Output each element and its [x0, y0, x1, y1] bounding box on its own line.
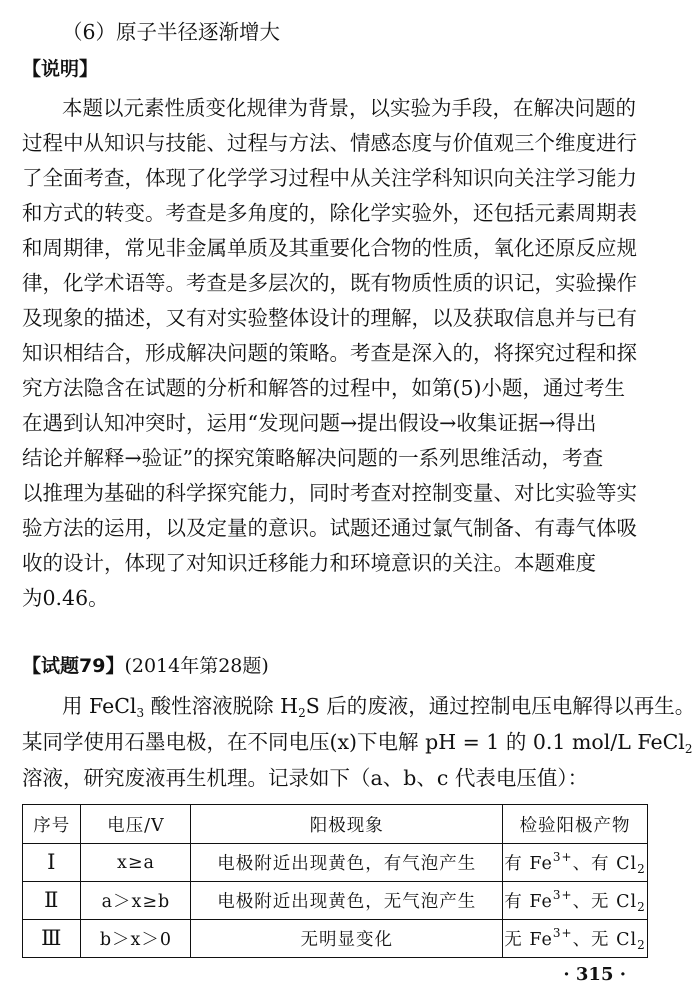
explanation-line: 在遇到认知冲突时，运用“发现问题→提出假设→收集证据→得出 — [22, 411, 597, 435]
explanation-line: 为0.46。 — [22, 586, 109, 610]
explanation-line: 以推理为基础的科学探究能力，同时考查对控制变量、对比实验等实 — [22, 481, 637, 505]
question-line-3: 溶液，研究废液再生机理。记录如下（a、b、c 代表电压值）： — [22, 766, 589, 790]
subscript: 2 — [684, 742, 693, 756]
header-cell-phenomenon: 阳极现象 — [191, 805, 503, 844]
text-run: 有 Fe — [504, 891, 553, 912]
explanation-heading: 【说明】 — [22, 58, 99, 80]
question-source: (2014年第28题) — [124, 655, 269, 677]
explanation-line: 和周期律，常见非金属单质及其重要化合物的性质，氧化还原反应规 — [22, 236, 637, 260]
header-cell-id: 序号 — [23, 805, 81, 844]
experiment-table — [22, 804, 648, 958]
row-product — [503, 844, 648, 882]
subscript: 2 — [637, 861, 646, 876]
table-row — [23, 844, 648, 882]
page-number: · 315 · — [563, 964, 626, 985]
subscript: 2 — [637, 899, 646, 914]
row-phenomenon: 电极附近出现黄色，有气泡产生 — [191, 844, 503, 882]
question-heading: 【试题79】 — [22, 655, 125, 677]
subscript: 2 — [637, 937, 646, 952]
explanation-line: 收的设计，体现了对知识迁移能力和环境意识的关注。本题难度 — [22, 551, 596, 575]
question-line-1 — [62, 696, 695, 719]
sub-item-6: （6）原子半径逐渐增大 — [62, 20, 281, 44]
explanation-line: 本题以元素性质变化规律为背景，以实验为手段，在解决问题的 — [62, 96, 636, 120]
explanation-line: 过程中从知识与技能、过程与方法、情感态度与价值观三个维度进行 — [22, 131, 637, 155]
row-voltage: x≥a — [81, 844, 191, 882]
subscript: 2 — [298, 706, 306, 720]
superscript: 3+ — [552, 887, 573, 902]
explanation-line: 了全面考查，体现了化学学习过程中从关注学科知识向关注学习能力 — [22, 166, 637, 190]
row-product — [503, 920, 648, 958]
text-run: 用 FeCl — [62, 694, 137, 718]
superscript: 3+ — [552, 925, 573, 940]
text-run: 某同学使用石墨电极，在不同电压(x)下电解 pH = 1 的 0.1 mol/L FeCl — [22, 730, 685, 754]
question-line-2 — [22, 732, 692, 755]
text-run: 、有 Cl — [572, 853, 638, 874]
superscript: 3+ — [552, 849, 573, 864]
row-id: Ⅲ — [23, 920, 81, 958]
explanation-line: 结论并解释→验证”的探究策略解决问题的一系列思维活动，考查 — [22, 446, 604, 470]
header-cell-product: 检验阳极产物 — [503, 805, 648, 844]
text-run: S 后的废液，通过控制电压电解得以再生。 — [305, 694, 695, 718]
explanation-line: 究方法隐含在试题的分析和解答的过程中，如第(5)小题，通过考生 — [22, 376, 626, 400]
table-row — [23, 882, 648, 920]
row-voltage: a＞x≥b — [81, 882, 191, 920]
table-header-row — [23, 805, 648, 844]
explanation-line: 及现象的描述，又有对实验整体设计的理解，以及获取信息并与已有 — [22, 306, 637, 330]
table-row — [23, 920, 648, 958]
text-run: 有 Fe — [504, 853, 553, 874]
text-run: 无 Fe — [504, 929, 553, 950]
row-id: Ⅱ — [23, 882, 81, 920]
text-run: 、无 Cl — [572, 929, 638, 950]
row-voltage: b＞x＞0 — [81, 920, 191, 958]
explanation-line: 律，化学术语等。考查是多层次的，既有物质性质的识记，实验操作 — [22, 271, 637, 295]
text-run: 、无 Cl — [572, 891, 638, 912]
row-phenomenon: 无明显变化 — [191, 920, 503, 958]
row-phenomenon: 电极附近出现黄色，无气泡产生 — [191, 882, 503, 920]
subscript: 3 — [136, 706, 145, 720]
header-cell-voltage: 电压/V — [81, 805, 191, 844]
text-run: 酸性溶液脱除 H — [144, 694, 299, 718]
explanation-line: 知识相结合，形成解决问题的策略。考查是深入的，将探究过程和探 — [22, 341, 637, 365]
row-product — [503, 882, 648, 920]
explanation-line: 验方法的运用，以及定量的意识。试题还通过氯气制备、有毒气体吸 — [22, 516, 637, 540]
row-id: Ⅰ — [23, 844, 81, 882]
explanation-line: 和方式的转变。考查是多角度的，除化学实验外，还包括元素周期表 — [22, 201, 637, 225]
question-heading-row — [22, 657, 269, 676]
